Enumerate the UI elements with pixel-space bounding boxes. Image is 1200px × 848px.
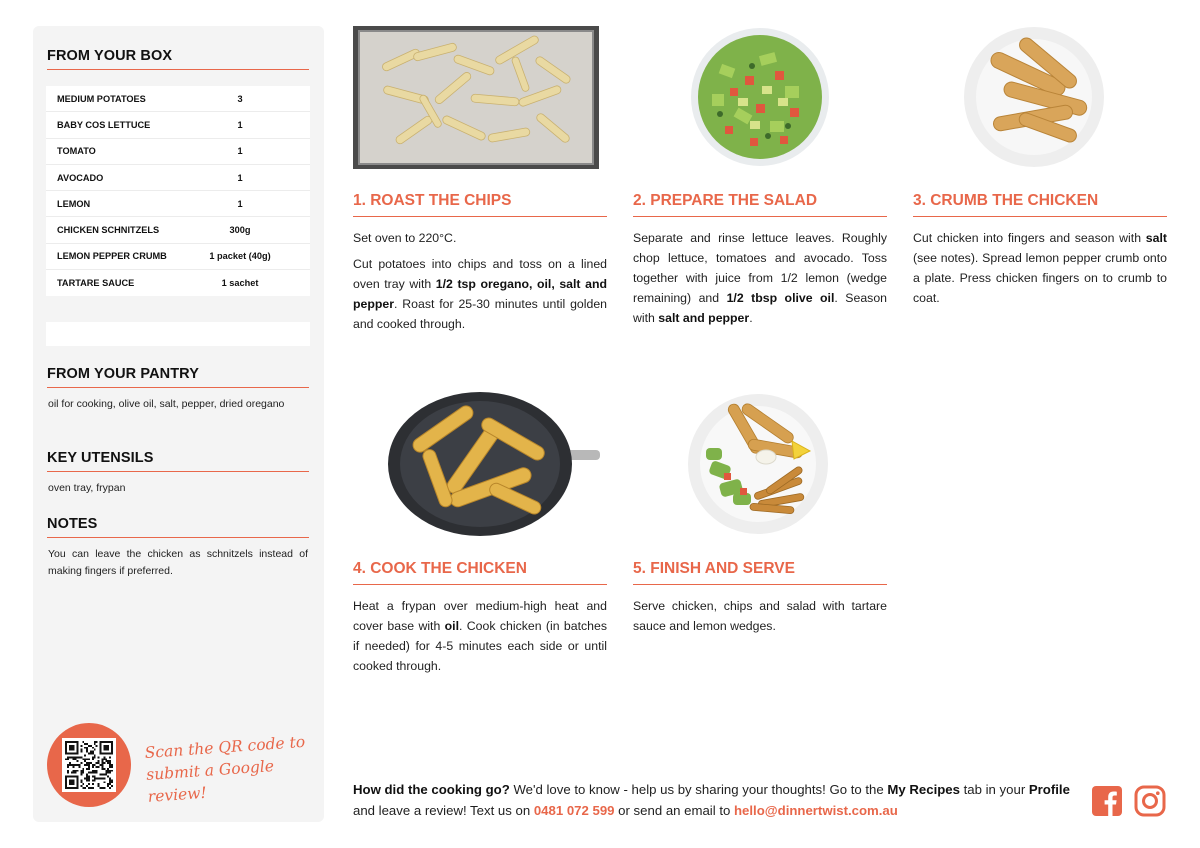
ingredient-row [46, 139, 310, 165]
notes-heading: NOTES [47, 516, 309, 538]
step-paragraph: Cut potatoes into chips and toss on a lined oven tray with 1/2 tsp oregano, oil, salt and pepper. Roast for 25-30 minutes until golden and cooked through. [353, 257, 607, 331]
ingredient-row [46, 244, 310, 270]
ingredient-qty: 300g [229, 225, 251, 236]
qr-badge[interactable] [47, 723, 131, 807]
ingredient-qty: 1 [237, 198, 243, 209]
step-paragraph: Cut chicken into fingers and season with salt (see notes). Spread lemon pepper crumb onto a plate. Press chicken fingers on to crumb to coat. [913, 231, 1167, 305]
qr-caption: Scan the QR code to submit a Google review! [144, 732, 306, 806]
footer-contact-link[interactable]: hello@dinnertwist.com.au [734, 803, 898, 818]
step-2-photo [690, 26, 830, 168]
ingredient-row [46, 86, 310, 112]
feedback-footer: How did the cooking go? We'd love to know - help us by sharing your thoughts! Go to the My Recipes tab in your Profile and leave a review! Text us on 0481 072 599 or send an email to hello@dinnertwist.com.au [353, 782, 1070, 818]
ingredient-name: CHICKEN SCHNITZELS [57, 225, 160, 236]
ingredient-name: BABY COS LETTUCE [57, 119, 151, 130]
ingredient-qty: 3 [237, 93, 243, 104]
ingredient-qty: 1 [237, 146, 243, 157]
qr-code-icon[interactable] [62, 738, 116, 792]
pantry-heading: FROM YOUR PANTRY [47, 366, 309, 388]
ingredient-qty: 1 sachet [221, 278, 259, 289]
step-paragraph: Heat a frypan over medium-high heat and cover base with oil. Cook chicken (in batches if needed) for 4-5 minutes each side or until cooked through. [353, 599, 607, 673]
from-your-box-heading: FROM YOUR BOX [47, 48, 309, 70]
step-5-title: 5. FINISH AND SERVE [633, 560, 887, 585]
step-2-body [633, 228, 887, 334]
ingredient-row [46, 112, 310, 138]
step-1-photo [353, 26, 599, 169]
ingredient-name: LEMON PEPPER CRUMB [57, 251, 167, 262]
step-3-photo [963, 26, 1105, 168]
box-table-spacer [46, 322, 310, 346]
step-5-photo [688, 393, 828, 535]
from-your-box-table [46, 86, 310, 296]
ingredient-name: MEDIUM POTATOES [57, 93, 146, 104]
instagram-icon[interactable] [1134, 785, 1166, 817]
facebook-icon[interactable] [1091, 785, 1123, 817]
ingredient-row [46, 165, 310, 191]
footer-contact-link[interactable]: 0481 072 599 [533, 803, 615, 818]
step-4-title: 4. COOK THE CHICKEN [353, 560, 607, 585]
step-1-body [353, 228, 607, 340]
ingredient-row [46, 217, 310, 243]
pantry-text: oil for cooking, olive oil, salt, pepper, dried oregano [48, 398, 285, 410]
step-4-photo [388, 392, 600, 536]
ingredient-qty: 1 packet (40g) [209, 251, 271, 262]
step-4-body [353, 596, 607, 682]
ingredient-name: TOMATO [57, 146, 96, 157]
utensils-text: oven tray, frypan [48, 482, 126, 494]
notes-text: You can leave the chicken as schnitzels instead of making fingers if preferred. [48, 548, 308, 577]
ingredient-name: TARTARE SAUCE [57, 278, 135, 289]
ingredient-row [46, 191, 310, 217]
step-1-title: 1. ROAST THE CHIPS [353, 192, 607, 217]
utensils-heading: KEY UTENSILS [47, 450, 309, 472]
ingredient-name: LEMON [57, 198, 91, 209]
step-paragraph: Separate and rinse lettuce leaves. Roughly chop lettuce, tomatoes and avocado. Toss together with juice from 1/2 lemon (wedge remaining) and 1/2 tbsp olive oil. Season with salt and pepper. [633, 231, 888, 325]
ingredient-name: AVOCADO [57, 172, 104, 183]
step-paragraph: Serve chicken, chips and salad with tartare sauce and lemon wedges. [633, 599, 887, 633]
ingredient-qty: 1 [237, 119, 243, 130]
step-paragraph: Set oven to 220°C. [353, 231, 457, 245]
ingredient-row [46, 270, 310, 296]
step-5-body [633, 596, 887, 642]
step-3-body [913, 228, 1167, 314]
ingredients-sidebar [33, 26, 324, 822]
ingredient-qty: 1 [237, 172, 243, 183]
step-2-title: 2. PREPARE THE SALAD [633, 192, 887, 217]
step-3-title: 3. CRUMB THE CHICKEN [913, 192, 1167, 217]
